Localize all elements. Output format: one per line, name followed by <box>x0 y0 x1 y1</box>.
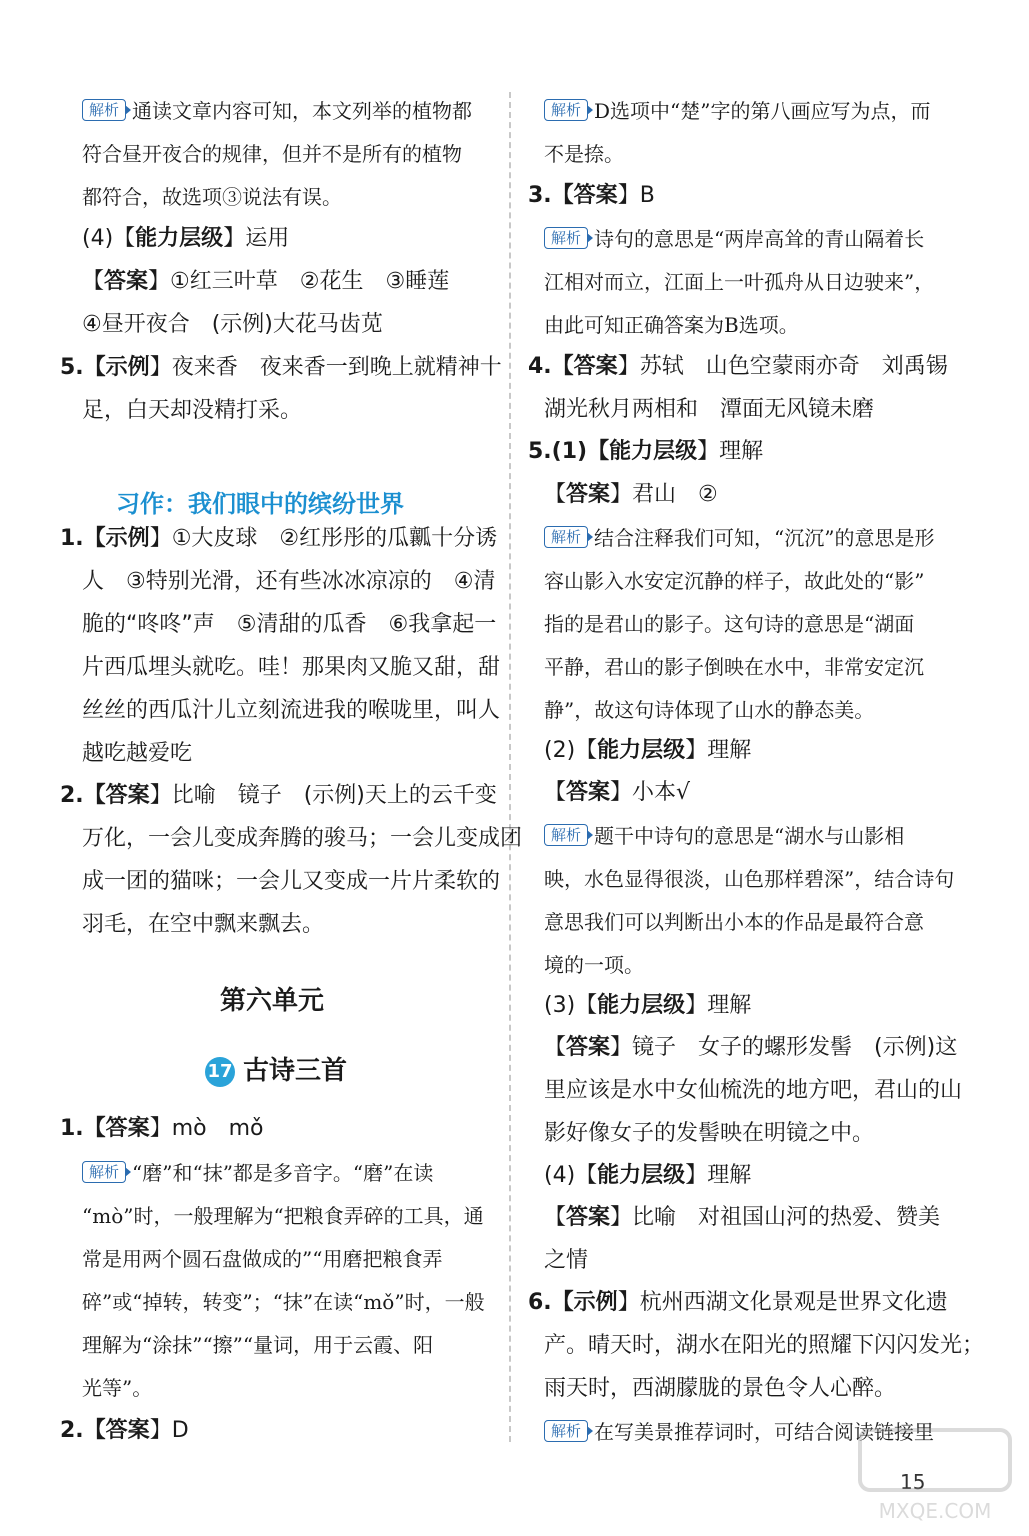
example-line: 脆的“咚咚”声 ⑤清甜的瓜香 ⑥我拿起一 <box>82 612 497 637</box>
answer-line: ④昼开夜合 (示例)大花马齿苋 <box>82 312 383 337</box>
lesson-title: 17 古诗三首 <box>205 1050 347 1087</box>
answer-line: 里应该是水中女仙梳洗的地方吧，君山的山 <box>544 1078 963 1103</box>
analysis-line: “mò”时，一般理解为“把粮食弄碎的工具，通 <box>82 1204 484 1228</box>
analysis-line: 解析 题干中诗句的意思是“湖水与山影相 <box>544 821 904 851</box>
analysis-line: 碎”或“掉转，转变”；“抹”在读“mǒ”时，一般 <box>82 1290 485 1314</box>
analysis-line: 符合昼开夜合的规律，但并不是所有的植物 <box>82 142 462 166</box>
analysis-line: 光等”。 <box>82 1376 153 1400</box>
ability-level-line: (3)【能力层级】理解 <box>544 993 752 1018</box>
example-line: 雨天时，西湖朦胧的景色令人心醉。 <box>544 1376 897 1401</box>
analysis-line: 境的一项。 <box>544 953 644 977</box>
column-divider <box>509 92 511 1442</box>
example-line: 片西瓜埋头就吃。哇！那果肉又脆又甜，甜 <box>82 655 501 680</box>
example-line: 丝丝的西瓜汁儿立刻流进我的喉咙里，叫人 <box>82 698 501 723</box>
analysis-badge: 解析 <box>544 1420 588 1442</box>
answer-line: 【答案】①红三叶草 ②花生 ③睡莲 <box>82 269 450 294</box>
analysis-line: 理解为“涂抹”“擦”“量词，用于云霞、阳 <box>82 1333 434 1357</box>
analysis-line: 解析 结合注释我们可知，“沉沉”的意思是形 <box>544 523 934 553</box>
answer-line: 【答案】小本√ <box>544 780 691 805</box>
answer-line: 3.【答案】B <box>528 183 655 208</box>
analysis-line: 解析 在写美景推荐词时，可结合阅读链接里 <box>544 1417 934 1447</box>
answer-line: 1.【答案】mò mǒ <box>60 1116 264 1141</box>
answer-line: 之情 <box>544 1248 589 1273</box>
section-title: 习作：我们眼中的缤纷世界 <box>116 490 404 518</box>
answer-line: 2.【答案】比喻 镜子 (示例)天上的云千变 <box>60 783 497 808</box>
analysis-line: 常是用两个圆石盘做成的”“用磨把粮食弄 <box>82 1247 443 1271</box>
answer-line: 湖光秋月两相和 潭面无风镜未磨 <box>544 397 875 422</box>
answer-line: 成一团的猫咪；一会儿又变成一片片柔软的 <box>82 869 501 894</box>
answer-line: 影好像女子的发髻映在明镜之中。 <box>544 1121 875 1146</box>
analysis-line: 意思我们可以判断出小本的作品是最符合意 <box>544 910 924 934</box>
analysis-line: 都符合，故选项③说法有误。 <box>82 185 342 209</box>
answer-line: 2.【答案】D <box>60 1418 189 1443</box>
analysis-badge: 解析 <box>82 99 126 121</box>
svg-text:MXQE.COM: MXQE.COM <box>878 1499 992 1523</box>
analysis-line: 静”，故这句诗体现了山水的静态美。 <box>544 698 875 722</box>
analysis-badge: 解析 <box>544 824 588 846</box>
answer-line: 【答案】镜子 女子的螺形发髻 (示例)这 <box>544 1035 958 1060</box>
analysis-line: 解析 通读文章内容可知，本文列举的植物都 <box>82 96 472 126</box>
analysis-badge: 解析 <box>544 526 588 548</box>
example-line: 产。晴天时，湖水在阳光的照耀下闪闪发光； <box>544 1333 985 1358</box>
example-line: 6.【示例】杭州西湖文化景观是世界文化遗 <box>528 1290 948 1315</box>
analysis-line: 由此可知正确答案为B选项。 <box>544 313 799 337</box>
ability-level-line: (4)【能力层级】运用 <box>82 226 290 251</box>
unit-title: 第六单元 <box>220 986 325 1016</box>
analysis-line: 容山影入水安定沉静的样子，故此处的“影” <box>544 569 925 593</box>
analysis-line: 指的是君山的影子。这句诗的意思是“湖面 <box>544 612 915 636</box>
example-line: 5.【示例】夜来香 夜来香一到晚上就精神十 <box>60 355 502 380</box>
analysis-line: 解析 D选项中“楚”字的第八画应写为点，而 <box>544 96 931 126</box>
example-line: 越吃越爱吃 <box>82 741 193 766</box>
example-line: 人 ③特别光滑，还有些冰冰凉凉的 ④清 <box>82 569 496 594</box>
analysis-line: 解析 诗句的意思是“两岸高耸的青山隔着长 <box>544 224 924 254</box>
analysis-line: 映，水色显得很淡，山色那样碧深”，结合诗句 <box>544 867 955 891</box>
lesson-number-badge: 17 <box>205 1057 235 1087</box>
ability-level-line: (4)【能力层级】理解 <box>544 1163 752 1188</box>
analysis-line: 不是捺。 <box>544 142 624 166</box>
ability-level-line: (2)【能力层级】理解 <box>544 738 752 763</box>
answer-line: 【答案】君山 ② <box>544 482 718 507</box>
example-line: 1.【示例】①大皮球 ②红彤彤的瓜瓤十分诱 <box>60 526 498 551</box>
analysis-badge: 解析 <box>544 99 588 121</box>
analysis-badge: 解析 <box>544 227 588 249</box>
answer-line: 羽毛，在空中飘来飘去。 <box>82 912 325 937</box>
answer-line: 【答案】比喻 对祖国山河的热爱、赞美 <box>544 1205 941 1230</box>
example-line: 足，白天却没精打采。 <box>82 398 303 423</box>
analysis-line: 江相对而立，江面上一叶孤舟从日边驶来”， <box>544 270 935 294</box>
page-number: 15 <box>900 1470 926 1494</box>
analysis-badge: 解析 <box>82 1161 126 1183</box>
ability-level-line: 5.(1)【能力层级】理解 <box>528 439 764 464</box>
analysis-line: 解析 “磨”和“抹”都是多音字。“磨”在读 <box>82 1158 433 1188</box>
answer-line: 万化，一会儿变成奔腾的骏马；一会儿变成团 <box>82 826 523 851</box>
answer-line: 4.【答案】苏轼 山色空蒙雨亦奇 刘禹锡 <box>528 354 948 379</box>
watermark-logo <box>850 1420 1020 1530</box>
analysis-line: 平静，君山的影子倒映在水中，非常安定沉 <box>544 655 924 679</box>
